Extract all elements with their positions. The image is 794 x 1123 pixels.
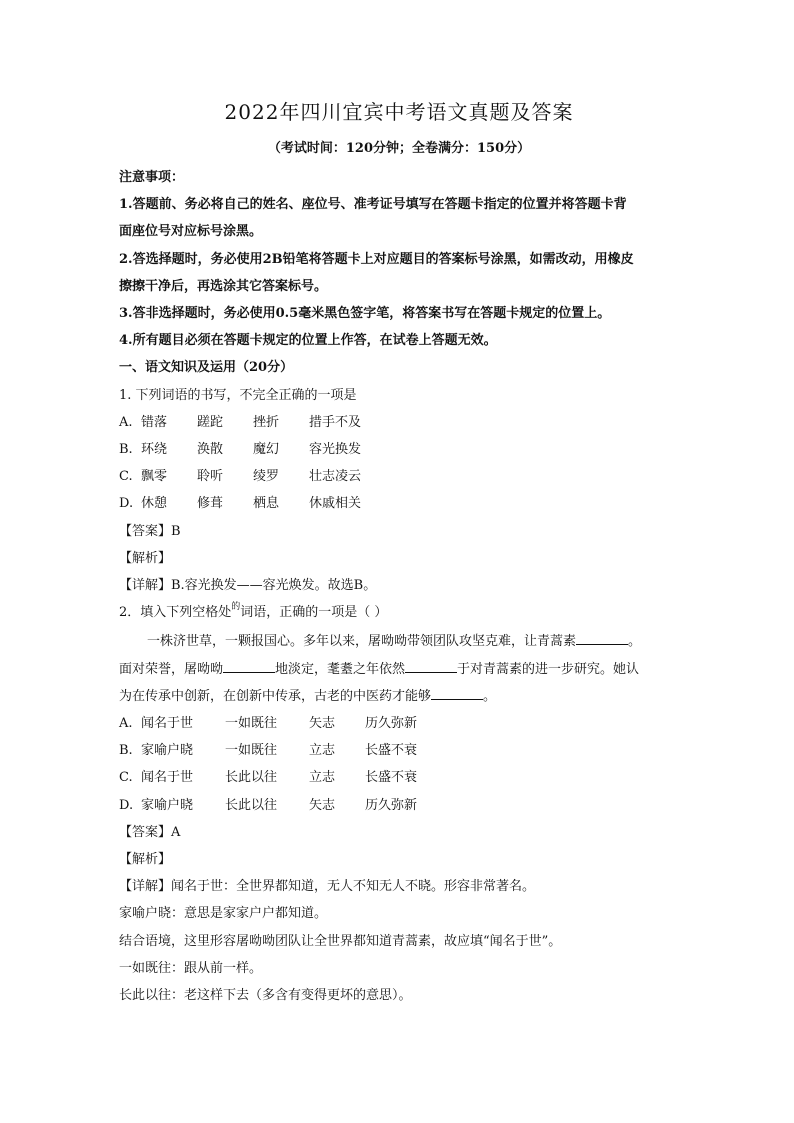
stem-superscript: 的 [231,602,241,613]
stem-text: 词语，正确的一项是（ ） [240,605,388,621]
passage-line [119,656,679,683]
option-word: 环绕 [141,442,168,458]
option-word: 矢志 [309,797,336,813]
option-word: 栖息 [253,496,280,512]
note-line: 1.答题前、务必将自己的姓名、座位号、准考证号填写在答题卡指定的位置并将答题卡背 [119,197,627,213]
question-2-option-c [119,764,679,791]
explanation-line: 结合语境，这里形容屠呦呦团队让全世界都知道青蒿素，故应填“闻名于世”。 [119,933,562,949]
passage-text: 。 [628,634,642,650]
option-word: 矢志 [309,716,336,732]
passage-text: 。 [483,688,497,704]
option-word: 聆听 [197,469,224,485]
exam-info: （考试时间：120分钟；全卷满分：150分） [267,141,531,156]
explanation-line: 长此以往：老这样下去（多含有变得更坏的意思）。 [119,988,412,1004]
option-word: 飘零 [141,469,168,485]
option-word: 魔幻 [253,442,280,458]
option-word: 历久弥新 [365,716,418,732]
question-1-answer: 【答案】B [119,523,181,539]
option-word: 修葺 [197,496,224,512]
fill-blank [576,632,628,645]
option-word: 挫折 [253,414,280,430]
question-1-stem: 1. 下列词语的书写，不完全正确的一项是 [119,387,357,403]
passage-text: 于对青蒿素的进一步研究。她认 [457,661,640,677]
question-2-option-a [119,710,679,737]
question-1-analysis-label: 【解析】 [119,550,172,566]
option-word: 长盛不衰 [365,770,418,786]
option-word: 立志 [309,743,336,759]
option-letter: A. [119,716,133,732]
option-word: 蹉跎 [197,414,224,430]
option-letter: C. [119,770,133,786]
option-word: 闻名于世 [141,716,194,732]
fill-blank [431,687,483,700]
question-1-option-c [119,463,679,490]
passage-line [119,683,679,710]
question-2-option-d [119,792,679,819]
question-2-detail: 【详解】闻名于世：全世界都知道，无人不知无人不晓。形容非常著名。 [119,879,536,895]
explanation-line: 一如既往：跟从前一样。 [119,960,263,976]
passage-text: 面对荣誉，屠呦呦 [119,661,224,677]
option-word: 措手不及 [309,414,362,430]
fill-blank [223,660,275,673]
question-1-option-d [119,490,679,517]
section-heading: 一、语文知识及运用（20分） [119,360,294,376]
option-word: 立志 [309,770,336,786]
option-word: 错落 [141,414,168,430]
document-page [119,96,679,1009]
question-2-analysis-label: 【解析】 [119,852,172,868]
question-2-stem [119,599,679,628]
option-word: 家喻户晓 [141,743,194,759]
passage-text: 一株济世草，一颗报国心。多年以来，屠呦呦带领团队攻坚克难，让青蒿素 [147,634,577,650]
option-letter: D. [119,496,134,512]
note-line: 擦擦干净后，再选涂其它答案标号。 [119,278,328,294]
passage-text: 地淡定，耄耋之年依然 [275,661,406,677]
option-word: 休憩 [141,496,168,512]
note-line: 面座位号对应标号涂黑。 [119,224,263,240]
question-2-answer: 【答案】A [119,824,181,840]
option-word: 长此以往 [225,797,278,813]
passage-text: 为在传承中创新，在创新中传承，古老的中医药才能够 [119,688,432,704]
note-line: 4.所有题目必须在答题卡规定的位置上作答，在试卷上答题无效。 [119,333,497,349]
question-1-option-a [119,409,679,436]
page-title: 2022年四川宜宾中考语文真题及答案 [224,100,574,124]
note-line: 2.答选择题时，务必使用2B铅笔将答题卡上对应题目的答案标号涂黑，如需改动，用橡皮 [119,251,634,267]
option-word: 长此以往 [225,770,278,786]
question-2-option-b [119,737,679,764]
option-letter: B. [119,743,133,759]
notes-header: 注意事项： [119,170,185,185]
stem-text: 2．填入下列空格处 [119,605,232,621]
option-word: 家喻户晓 [141,797,194,813]
option-letter: C. [119,469,133,485]
option-word: 涣散 [197,442,224,458]
option-word: 历久弥新 [365,797,418,813]
passage-line [119,628,679,655]
option-word: 一如既往 [225,716,278,732]
note-line: 3.答非选择题时，务必使用0.5毫米黑色签字笔，将答案书写在答题卡规定的位置上。 [119,306,611,322]
option-letter: A. [119,414,133,430]
option-word: 容光换发 [309,442,362,458]
option-letter: D. [119,797,134,813]
explanation-line: 家喻户晓：意思是家家户户都知道。 [119,906,328,922]
question-1-detail: 【详解】B.容光换发——容光焕发。故选B。 [119,578,377,594]
question-1-option-b [119,436,679,463]
option-word: 一如既往 [225,743,278,759]
option-word: 壮志凌云 [309,469,362,485]
option-word: 闻名于世 [141,770,194,786]
option-word: 长盛不衰 [365,743,418,759]
option-letter: B. [119,442,133,458]
option-word: 休戚相关 [309,496,362,512]
option-word: 绫罗 [253,469,280,485]
fill-blank [405,660,457,673]
